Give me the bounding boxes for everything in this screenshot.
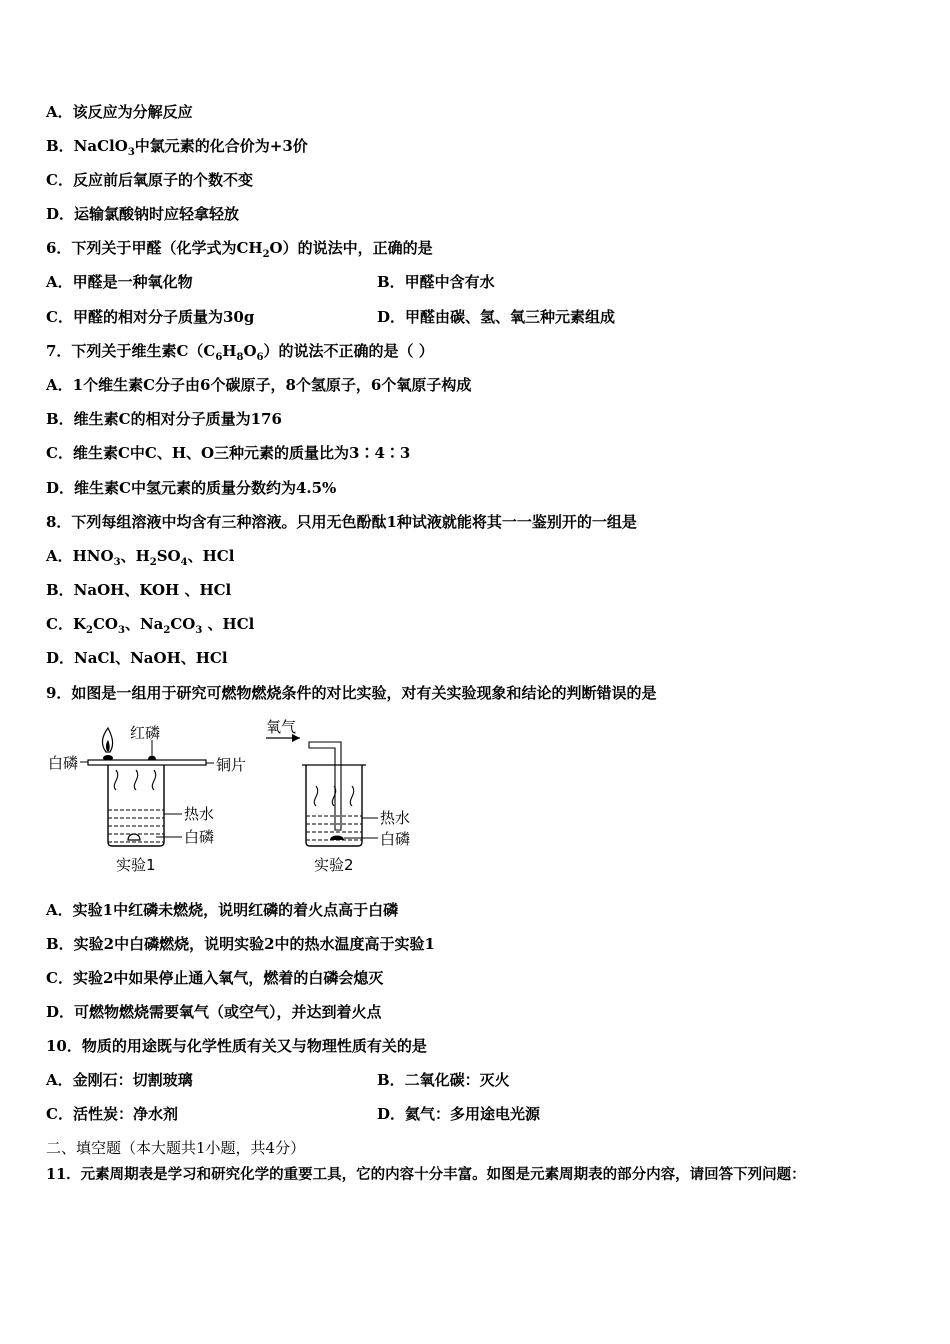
copper-sheet [88,760,206,765]
q8-option-d: D．NaCl、NaOH、HCl [46,649,228,667]
q10-option-d: D．氦气：多用途电光源 [377,1105,541,1123]
steam-icon-2 [314,786,353,806]
label-experiment-2: 实验2 [314,856,354,874]
q7-option-c: C．维生素C中C、H、O三种元素的质量比为3∶4∶3 [46,444,411,462]
q6-option-a: A．甲醛是一种氧化物 [46,273,193,291]
label-red-phosphorus: 红磷 [130,724,161,742]
q8-stem: 8．下列每组溶液中均含有三种溶液。只用无色酚酞1种试液就能将其一一鉴别开的一组是 [46,513,637,531]
q6-stem: 6．下列关于甲醛（化学式为$CH_2O$）的说法中，正确的是 [46,239,433,260]
steam-icon [114,770,155,790]
q5-option-d: D．运输氯酸钠时应轻拿轻放 [46,205,240,223]
burning-white-phosphorus [330,836,344,841]
q9-option-c: C．实验2中如果停止通入氧气，燃着的白磷会熄灭 [46,969,384,987]
section-2-title: 二、填空题（本大题共1小题，共4分） [46,1139,306,1157]
q6-option-b: B．甲醛中含有水 [377,273,495,291]
q10-option-a: A．金刚石：切割玻璃 [46,1071,193,1089]
label-white-phosphorus: 白磷 [48,754,79,772]
q7-option-b: B．维生素C的相对分子质量为176 [46,410,282,428]
q10-stem: 10．物质的用途既与化学性质有关又与物理性质有关的是 [46,1037,427,1055]
label-hot-water-2: 热水 [380,809,411,827]
q5-option-a: A．该反应为分解反应 [46,103,193,121]
q11-stem: 11．元素周期表是学习和研究化学的重要工具，它的内容十分丰富。如图是元素周期表的部分内容，请回答下列问题： [46,1166,806,1183]
q10-option-c: C．活性炭：净水剂 [46,1105,178,1123]
flame-core-icon [106,740,110,751]
q9-option-a: A．实验1中红磷未燃烧，说明红磷的着火点高于白磷 [46,901,399,919]
q10-option-b: B．二氧化碳：灭火 [377,1071,510,1089]
q6-option-c: C．甲醛的相对分子质量为30g [46,308,255,326]
q8-option-a: A．$HNO_3$、$H_2SO_4$、HCl [46,547,235,568]
oxygen-tube [309,742,341,830]
submerged-white-phosphorus [128,834,140,840]
experiment-2-apparatus [266,718,410,874]
q8-option-b: B．NaOH、KOH 、HCl [46,581,232,599]
label-hot-water: 热水 [184,805,215,823]
label-white-phosphorus-3: 白磷 [380,830,411,848]
q9-stem: 9．如图是一组用于研究可燃物燃烧条件的对比实验，对有关实验现象和结论的判断错误的是 [46,684,657,702]
q9-option-b: B．实验2中白磷燃烧，说明实验2中的热水温度高于实验1 [46,935,435,953]
q5-option-b: B．NaClO$_3$中氯元素的化合价为+3价 [46,137,308,158]
q5-option-c: C．反应前后氧原子的个数不变 [46,171,253,189]
q6-option-d: D．甲醛由碳、氢、氧三种元素组成 [377,308,616,326]
label-experiment-1: 实验1 [116,856,156,874]
red-phosphorus-dot [148,756,156,761]
label-white-phosphorus-2: 白磷 [184,828,215,846]
q7-option-a: A．1个维生素C分子由6个碳原子，8个氢原子，6个氧原子构成 [46,376,472,394]
label-copper-sheet: 铜片 [216,756,247,774]
q8-option-c: C．$K_2CO_3$、$Na_2CO_3$ 、HCl [46,615,255,636]
q7-stem: 7．下列关于维生素$C(C_6H_8O_6)$的说法不正确的是（ ） [46,342,434,363]
q7-option-d: D．维生素C中氢元素的质量分数约为4.5% [46,479,337,497]
combustion-experiment-figure [44,718,444,880]
label-oxygen: 氧气 [266,718,297,736]
q9-option-d: D．可燃物燃烧需要氧气（或空气），并达到着火点 [46,1003,382,1021]
experiment-1-apparatus [48,724,246,874]
